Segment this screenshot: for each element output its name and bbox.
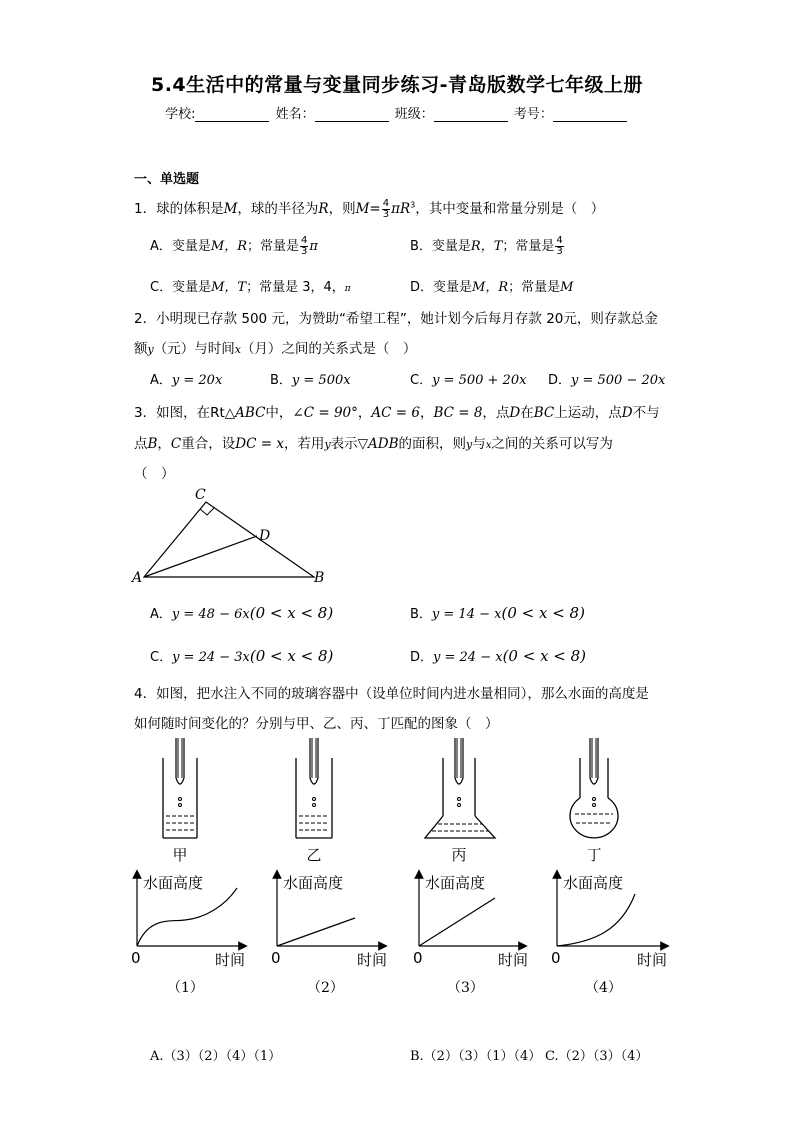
numerator: 4 [301, 235, 308, 246]
graph-2-ylabel: 水面高度 [283, 874, 344, 892]
q3-text: 在 [520, 405, 534, 421]
q1-text: 1．球的体积是 [134, 201, 224, 217]
graph-3-ylabel: 水面高度 [425, 874, 486, 892]
math-expr: M= [355, 201, 381, 217]
math-expr: π [344, 284, 351, 294]
math-expr: BC = 8 [433, 405, 483, 421]
graph-2-origin: 0 [271, 949, 281, 967]
exam-no-label: 考号： [513, 107, 553, 122]
graph-4-xlabel: 时间 [637, 951, 668, 969]
container-label-ding: 丁 [586, 846, 602, 864]
graphs-figure [125, 870, 685, 1000]
math-var: D [509, 405, 521, 421]
container-ding [570, 738, 618, 838]
option-label: B． [270, 373, 292, 388]
option-text: ；常量是 [508, 280, 561, 295]
curve-4 [557, 894, 635, 946]
school-label: 学校: [165, 107, 196, 122]
math-var: y [324, 438, 331, 451]
q1-text: ，则 [328, 201, 356, 217]
math-expr: M [560, 280, 574, 295]
q3-text: 重合，设 [181, 436, 236, 452]
fraction-4-3 [555, 236, 563, 257]
q4-option-c[interactable]: C.（2）（3）（4） [545, 1049, 649, 1064]
containers-figure [120, 738, 680, 868]
point-b-label: B [314, 570, 325, 586]
q3-option-d[interactable] [410, 646, 586, 665]
curve-3 [419, 898, 495, 946]
math-var: D [621, 405, 633, 421]
math-expr: ∠C = 90° [292, 405, 358, 421]
q3-text: ， [157, 436, 171, 452]
name-label: 姓名： [275, 107, 315, 122]
graph-2-label: （2） [307, 980, 344, 996]
question-3-line1 [134, 401, 660, 421]
q3-text: 表示 [330, 436, 358, 452]
question-3-line3: （ ） [134, 466, 175, 482]
math-expr: DC = x [235, 436, 284, 452]
question-4-line1: 4．如图，把水注入不同的玻璃容器中（设单位时间内进水量相同），那么水面的高度是 [134, 686, 649, 702]
option-text: ；常量是 [502, 239, 555, 254]
graph-4-origin: 0 [551, 949, 561, 967]
option-eq: y = 48 − 6x [171, 607, 250, 622]
document-title: 5.4生活中的常量与变量同步练习-青岛版数学七年级上册 [150, 74, 644, 96]
point-a-label: A [132, 570, 143, 586]
student-info-row [0, 103, 794, 122]
option-range: (0 < x < 8) [249, 647, 334, 665]
graph-1-xlabel: 时间 [215, 951, 246, 969]
container-label-yi: 乙 [306, 846, 322, 864]
q1-option-c[interactable] [150, 276, 351, 295]
option-label: C． [150, 650, 173, 665]
question-2-line1: 2．小明现已存款 500 元，为赞助“希望工程”，她计划今后每月存款 20元，则存款总金 [134, 311, 658, 327]
q3-option-a[interactable] [150, 603, 333, 622]
option-label: B．变量是 [410, 239, 471, 254]
option-text: ；常量是 3，4， [246, 280, 345, 295]
math-expr: M，R [210, 239, 248, 254]
math-var: B [147, 436, 158, 452]
q2-text: （元）与时间 [153, 341, 235, 357]
q3-option-b[interactable] [410, 603, 585, 622]
q3-text: ， [357, 405, 372, 421]
triangle-abc [144, 502, 314, 577]
q3-text: 的面积，则 [398, 436, 467, 452]
option-range: (0 < x < 8) [501, 604, 585, 622]
math-var: R [318, 201, 329, 217]
graph-4-label: （4） [585, 980, 622, 996]
q3-option-c[interactable] [150, 646, 333, 665]
math-var: y [466, 438, 473, 451]
option-eq: y = 14 − x [431, 607, 502, 622]
q3-text: 3．如图，在Rt [134, 405, 225, 421]
class-blank[interactable] [434, 108, 508, 122]
graph-3-label: （3） [447, 980, 484, 996]
class-label: 班级： [394, 107, 434, 122]
option-label: C． [410, 373, 433, 388]
math-expr: π [309, 239, 318, 254]
fraction-4-3 [382, 199, 390, 220]
denominator: 3 [382, 208, 390, 220]
option-eq: y = 24 − x [433, 650, 503, 665]
denominator: 3 [556, 246, 563, 257]
math-var: BC [533, 405, 555, 421]
question-2-line2 [134, 337, 416, 357]
option-eq: y = 500 + 20x [432, 373, 527, 388]
math-expr: M，T [211, 280, 247, 295]
graph-1-origin: 0 [131, 949, 141, 967]
q2-option-c[interactable] [410, 369, 526, 388]
q3-text: 点 [134, 436, 148, 452]
denominator: 3 [301, 246, 308, 257]
q1-option-a[interactable] [150, 235, 318, 257]
option-label: B． [410, 607, 432, 622]
option-label: D． [410, 650, 434, 665]
q3-text: 之间的关系可以写为 [491, 436, 613, 452]
option-range: (0 < x < 8) [502, 647, 587, 665]
container-bing [425, 738, 495, 838]
curve-2 [277, 918, 355, 946]
math-var: y [147, 343, 154, 356]
graph-4-ylabel: 水面高度 [563, 874, 624, 892]
math-var: M [223, 201, 238, 217]
option-eq: y = 500x [291, 373, 351, 388]
math-var: C [170, 436, 182, 452]
container-jia [163, 738, 197, 838]
numerator: 4 [556, 235, 563, 246]
numerator: 4 [382, 197, 390, 209]
question-3-line2 [134, 432, 613, 452]
point-d-label: D [259, 528, 271, 544]
option-eq: y = 500 − 20x [571, 373, 666, 388]
graph-1-label: （1） [167, 980, 204, 996]
q2-text: （月）之间的关系式是（ ） [240, 341, 417, 357]
question-4-line2: 如何随时间变化的？分别与甲、乙、丙、丁匹配的图象（ ） [134, 716, 499, 732]
container-yi [296, 738, 332, 838]
math-expr: πR [391, 201, 411, 217]
container-label-bing: 丙 [451, 846, 467, 864]
exam-no-blank[interactable] [553, 108, 627, 122]
math-expr: M，R [472, 280, 509, 295]
option-range: (0 < x < 8) [249, 604, 334, 622]
q1-option-d[interactable] [410, 276, 573, 295]
option-label: A． [150, 607, 172, 622]
point-c-label: C [195, 487, 206, 503]
right-angle-mark [200, 508, 214, 515]
option-eq: y = 24 − 3x [172, 650, 250, 665]
triangle-figure [130, 480, 330, 590]
q3-text: 中， [265, 405, 293, 421]
math-var: x [234, 343, 241, 356]
q2-option-b[interactable] [270, 369, 351, 388]
exponent: 3 [410, 200, 416, 210]
fraction-4-3 [300, 236, 308, 257]
q3-text: ，若用 [283, 436, 325, 452]
curve-1 [137, 888, 237, 946]
option-label: C．变量是 [150, 280, 212, 295]
question-1-stem [134, 197, 604, 220]
name-blank[interactable] [315, 108, 389, 122]
q3-text: 不与 [632, 405, 660, 421]
option-eq: y = 20x [171, 373, 223, 388]
q4-option-b[interactable]: B.（2）（3）（1）（4） [410, 1049, 542, 1064]
math-expr: ▽ADB [357, 436, 399, 452]
q3-text: 与 [472, 436, 486, 452]
q1-option-b[interactable] [410, 235, 565, 257]
q4-option-a[interactable]: A.（3）（2）（4）（1） [150, 1049, 282, 1064]
q1-text: ，其中变量和常量分别是（ ） [415, 201, 605, 217]
q1-text: ，球的半径为 [237, 201, 319, 217]
q3-text: 上运动，点 [554, 405, 622, 421]
q2-option-d[interactable] [548, 369, 665, 388]
math-expr: ABC [235, 405, 266, 421]
q3-text: ， [419, 405, 434, 421]
graph-1-ylabel: 水面高度 [143, 874, 204, 892]
math-var: x [485, 440, 492, 451]
option-label: D．变量是 [410, 280, 473, 295]
section-heading: 一、单选题 [134, 172, 200, 187]
graph-2-xlabel: 时间 [357, 951, 388, 969]
math-expr: AC = 6 [371, 405, 420, 421]
option-text: ；常量是 [247, 239, 300, 254]
graph-3-origin: 0 [413, 949, 423, 967]
school-blank[interactable] [195, 108, 269, 122]
q3-text: ，点 [482, 405, 510, 421]
option-label: A． [150, 373, 172, 388]
option-label: A．变量是 [150, 239, 211, 254]
math-expr: R，T [470, 239, 503, 254]
container-label-jia: 甲 [172, 846, 188, 864]
q2-option-a[interactable] [150, 369, 222, 388]
q2-text: 额 [134, 341, 148, 357]
option-label: D． [548, 373, 572, 388]
triangle-symbol: △ [224, 405, 236, 421]
graph-3-xlabel: 时间 [498, 951, 529, 969]
